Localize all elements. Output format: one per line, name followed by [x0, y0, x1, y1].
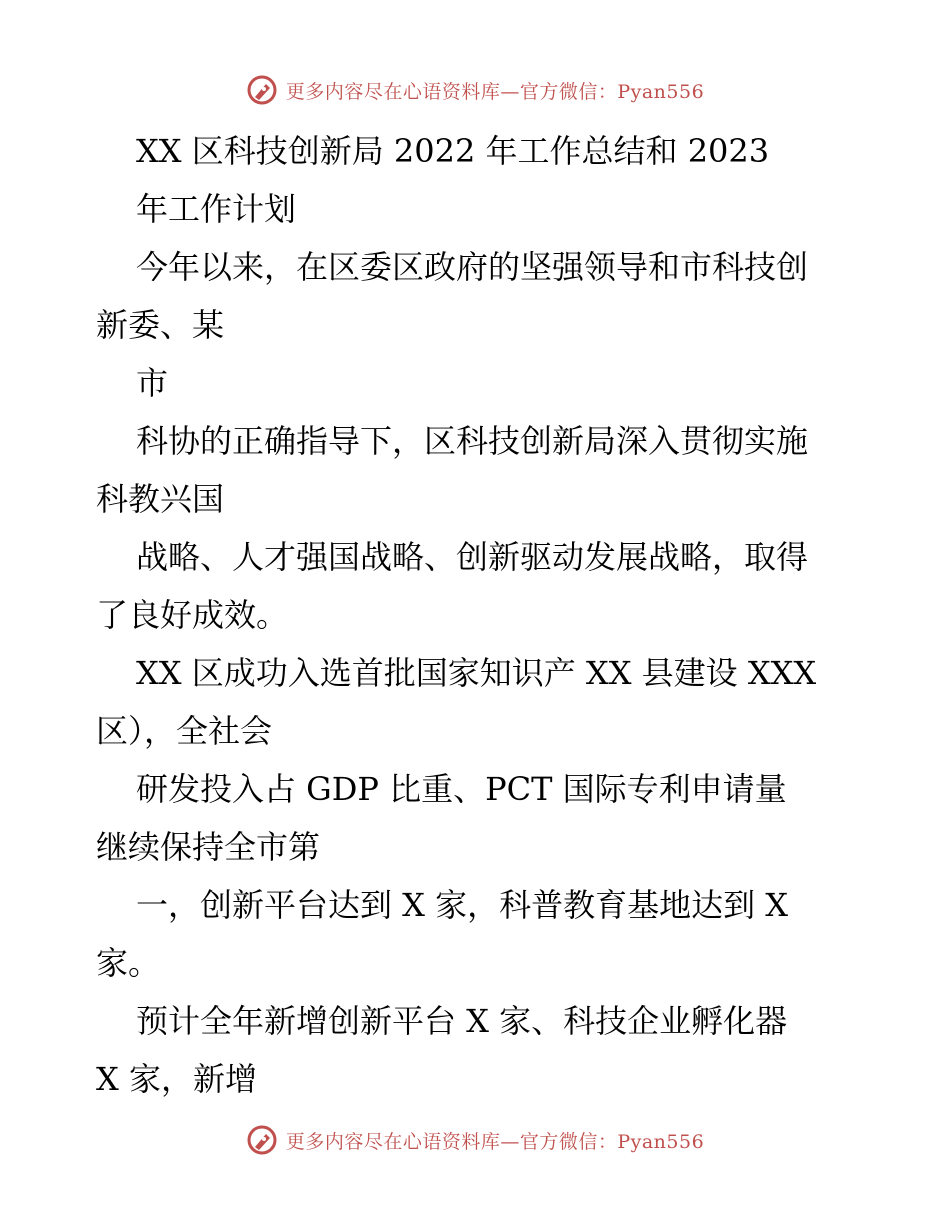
header-banner-text: 更多内容尽在心语资料库—官方微信：Pyan556 — [285, 80, 705, 103]
document-line: 区），全社会 — [96, 712, 273, 750]
document-line: 继续保持全市第 — [96, 828, 321, 866]
document-line: 了良好成效。 — [96, 596, 289, 634]
footer-banner-text: 更多内容尽在心语资料库—官方微信：Pyan556 — [285, 1130, 705, 1153]
document-line: XX 区成功入选首批国家知识产 XX 县建设 XXX — [136, 654, 817, 692]
document-line: 新委、某 — [96, 306, 225, 344]
pen-nib-icon — [246, 74, 278, 106]
document-body — [96, 122, 856, 1108]
document-line: 年工作计划 — [136, 190, 297, 228]
pen-nib-icon — [246, 1124, 278, 1156]
document-line: 研发投入占 GDP 比重、PCT 国际专利申请量 — [136, 770, 787, 808]
footer-banner — [0, 1120, 950, 1160]
document-line: 科教兴国 — [96, 480, 225, 518]
document-line: 预计全年新增创新平台 X 家、科技企业孵化器 — [136, 1002, 788, 1040]
document-line: X 家，新增 — [96, 1060, 257, 1098]
document-line: XX 区科技创新局 2022 年工作总结和 2023 — [136, 132, 770, 170]
document-line: 今年以来，在区委区政府的坚强领导和市科技创 — [136, 248, 809, 286]
header-banner — [0, 70, 950, 110]
document-line: 战略、人才强国战略、创新驱动发展战略，取得 — [136, 538, 809, 576]
document-line: 科协的正确指导下，区科技创新局深入贯彻实施 — [136, 422, 809, 460]
document-line: 一，创新平台达到 X 家，科普教育基地达到 X — [136, 886, 789, 924]
document-line: 市 — [136, 364, 169, 402]
document-line: 家。 — [96, 944, 161, 982]
